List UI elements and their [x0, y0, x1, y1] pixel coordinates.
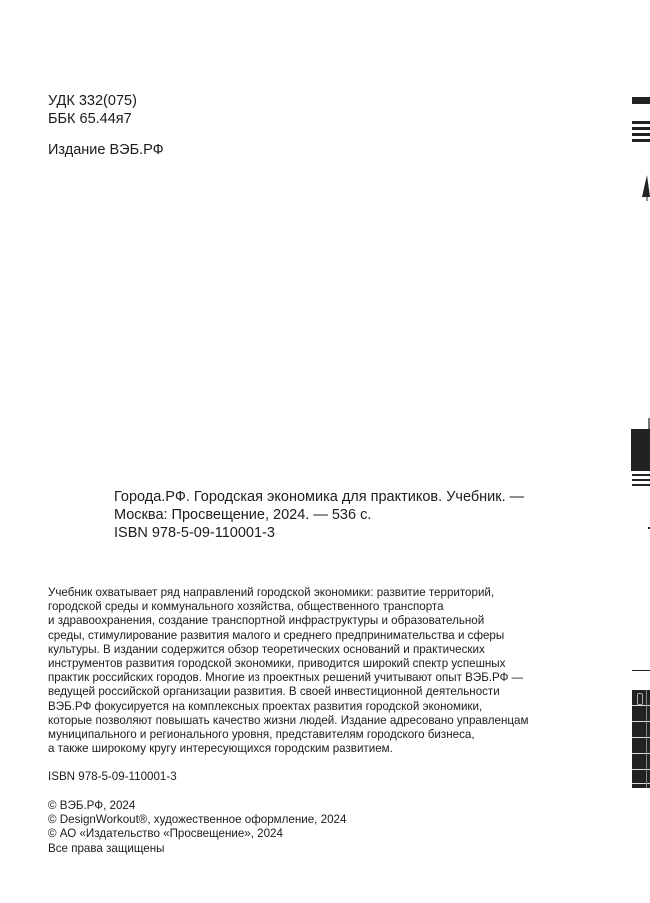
abstract-line: ВЭБ.РФ фокусируется на комплексных проектах развития городской экономики,	[48, 699, 483, 713]
abstract-line: городской среды и коммунального хозяйства, общественного транспорта	[48, 600, 444, 614]
abstract-line: ведущей российской организации развития. В своей инвестиционной деятельности	[48, 685, 500, 699]
abstract-line: а также широкому кругу интересующихся городским развитием.	[48, 742, 393, 756]
tall-block-marker-icon	[631, 429, 650, 471]
classification-codes	[48, 92, 137, 128]
abstract-line: среды, стимулирование развития малого и среднего предпринимательства и сферы	[48, 628, 505, 642]
block-marker-icon	[632, 97, 650, 104]
abstract-line: Учебник охватывает ряд направлений городской экономики: развитие территорий,	[48, 586, 495, 599]
citation-line: Москва: Просвещение, 2024. — 536 с.	[114, 507, 372, 523]
copyright-line: © DesignWorkout®, художественное оформление, 2024	[48, 813, 347, 827]
publisher-note: Издание ВЭБ.РФ	[48, 142, 164, 158]
abstract-line: инструментов развития городской экономики, приводится широкий спектр успешных	[48, 657, 506, 671]
citation-line: Города.РФ. Городская экономика для практиков. Учебник. —	[114, 489, 525, 505]
arrow-up-marker-icon	[642, 175, 650, 201]
abstract-line: практик российских городов. Многие из проектных решений учитывают опыт ВЭБ.РФ —	[48, 671, 524, 685]
divider-marker	[632, 670, 650, 671]
copyright-line: © ВЭБ.РФ, 2024	[48, 799, 136, 812]
isbn: ISBN 978-5-09-110001-3	[48, 770, 177, 783]
copyright-block	[48, 799, 346, 856]
abstract-paragraph	[48, 586, 588, 756]
abstract-line: которые позволяют повышать качество жизни людей. Издание адресовано управленцам	[48, 713, 529, 727]
abstract-line: культуры. В издании содержится обзор теоретических оснований и практических	[48, 642, 485, 656]
bibliographic-citation	[114, 488, 524, 542]
segmented-bar-marker-icon	[632, 690, 650, 788]
abstract-line: муниципального и регионального уровня, представителям городского бизнеса,	[48, 728, 475, 742]
abstract-line: и здравоохранения, создание транспортной инфраструктуры и образовательной	[48, 614, 485, 628]
bbk-code: ББК 65.44я7	[48, 111, 132, 127]
copyright-line: © АО «Издательство «Просвещение», 2024	[48, 827, 283, 841]
udk-code: УДК 332(075)	[48, 93, 137, 109]
rights-reserved: Все права защищены	[48, 841, 165, 855]
citation-line: ISBN 978-5-09-110001-3	[114, 525, 275, 541]
